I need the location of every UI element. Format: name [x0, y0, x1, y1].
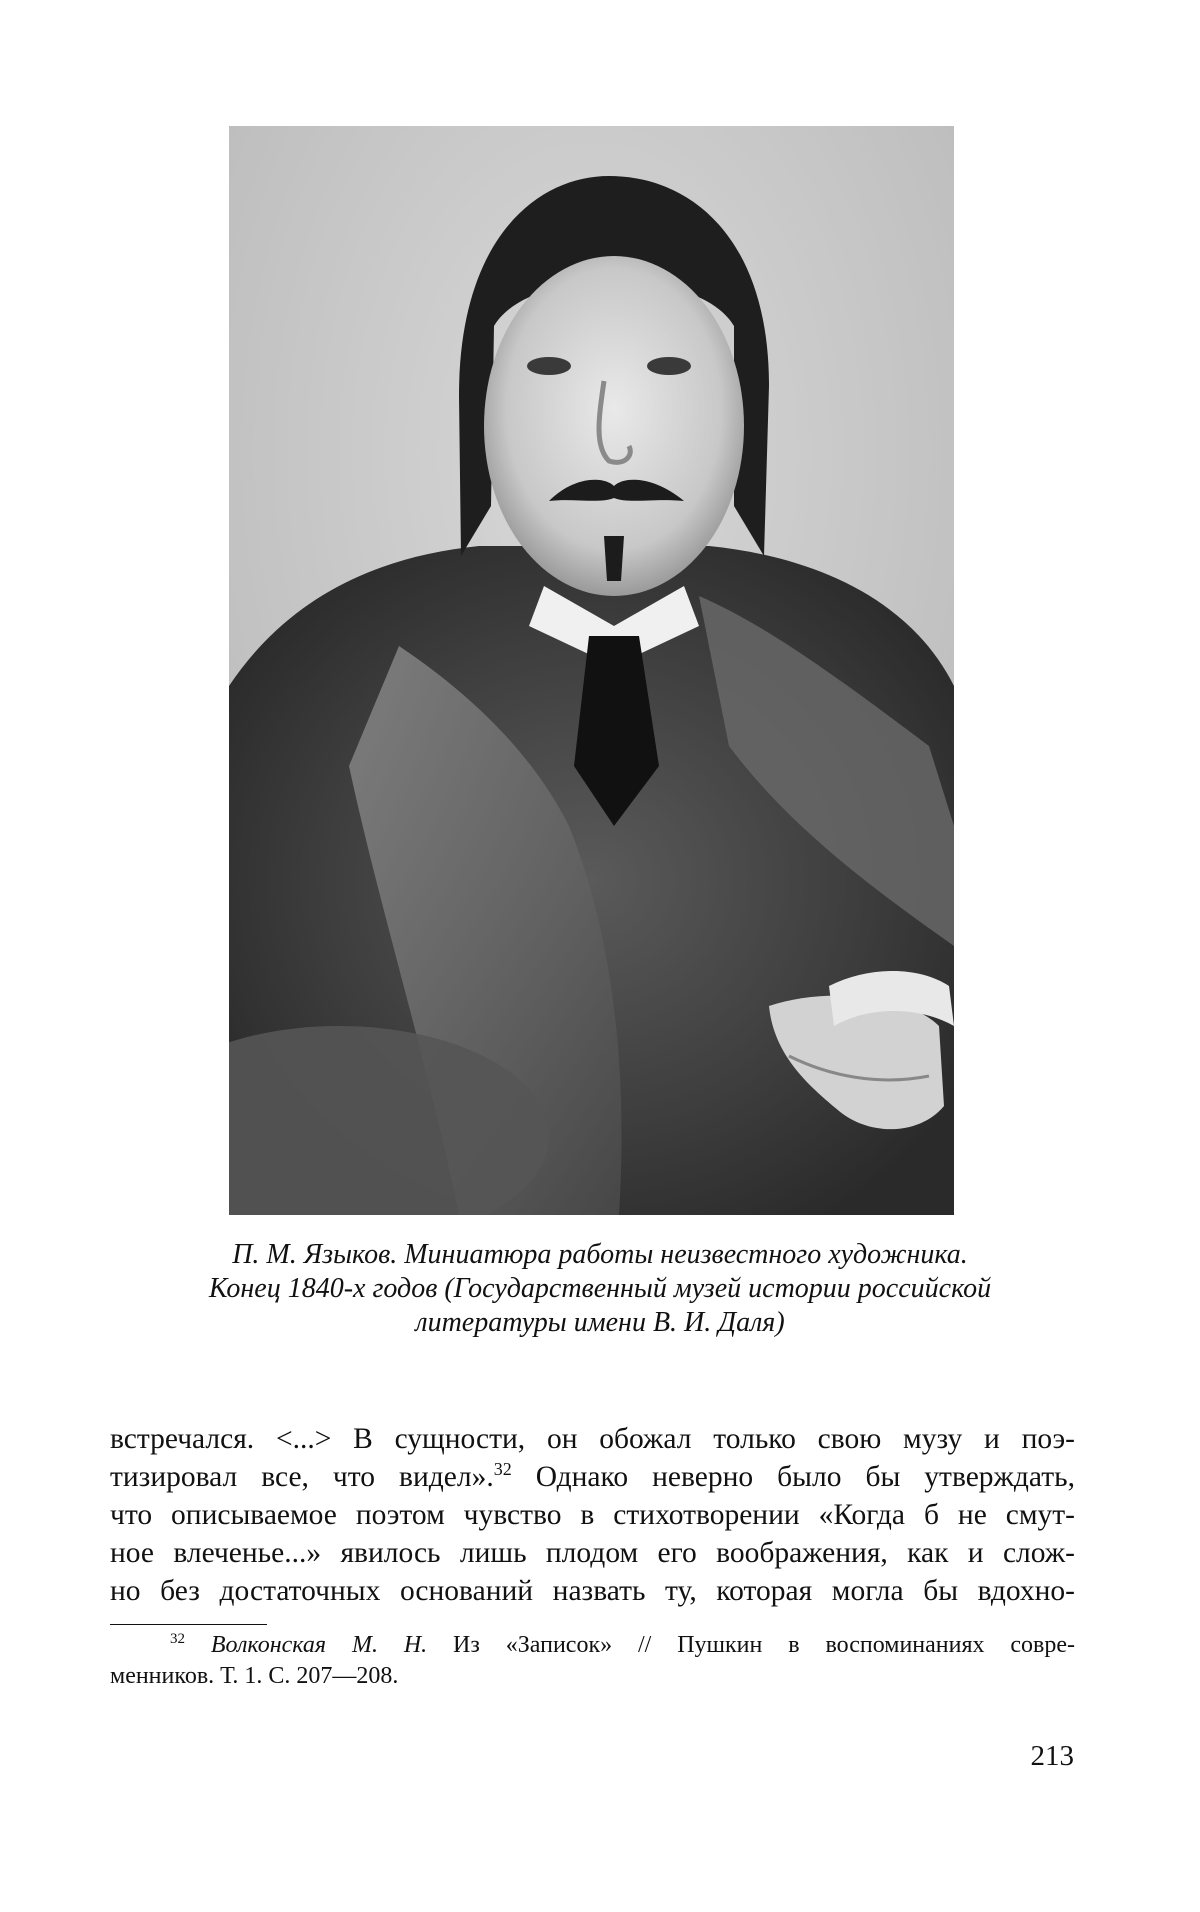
body-text-segment: тизировал все, что видел».	[110, 1461, 494, 1493]
portrait-photo	[229, 126, 954, 1215]
footnote-reference[interactable]: 32	[493, 1459, 512, 1480]
body-line: ное влеченье...» явилось лишь плодом его воображения, как и слож-	[110, 1537, 1075, 1569]
footnote	[110, 1630, 1075, 1692]
body-text-segment: Однако неверно было бы утверждать,	[511, 1461, 1075, 1493]
footnote-divider	[110, 1624, 267, 1625]
body-line: но без достаточных оснований назвать ту, которая могла бы вдохно-	[110, 1575, 1075, 1607]
footnote-line	[110, 1630, 1075, 1661]
footnote-text: Из «Записок» // Пушкин в воспоминаниях совре-	[427, 1632, 1076, 1658]
footnote-number: 32	[170, 1631, 185, 1647]
footnote-author: Волконская М. Н.	[210, 1632, 428, 1658]
page-number: 213	[1030, 1740, 1074, 1772]
portrait-image	[229, 126, 954, 1215]
caption-line: П. М. Языков. Миниатюра работы неизвестного художника.	[232, 1239, 968, 1270]
caption-line: литературы имени В. И. Даля)	[415, 1307, 785, 1338]
photo-caption	[110, 1238, 1090, 1340]
body-line	[110, 1458, 1075, 1496]
body-line: что описываемое поэтом чувство в стихотворении «Когда б не смут-	[110, 1499, 1075, 1531]
footnote-line: менников. Т. 1. С. 207—208.	[110, 1663, 399, 1689]
caption-line: Конец 1840-х годов (Государственный музей истории российской	[208, 1273, 992, 1304]
body-paragraph	[110, 1420, 1075, 1610]
body-line: встречался. <...> В сущности, он обожал только свою музу и поэ-	[110, 1423, 1075, 1455]
